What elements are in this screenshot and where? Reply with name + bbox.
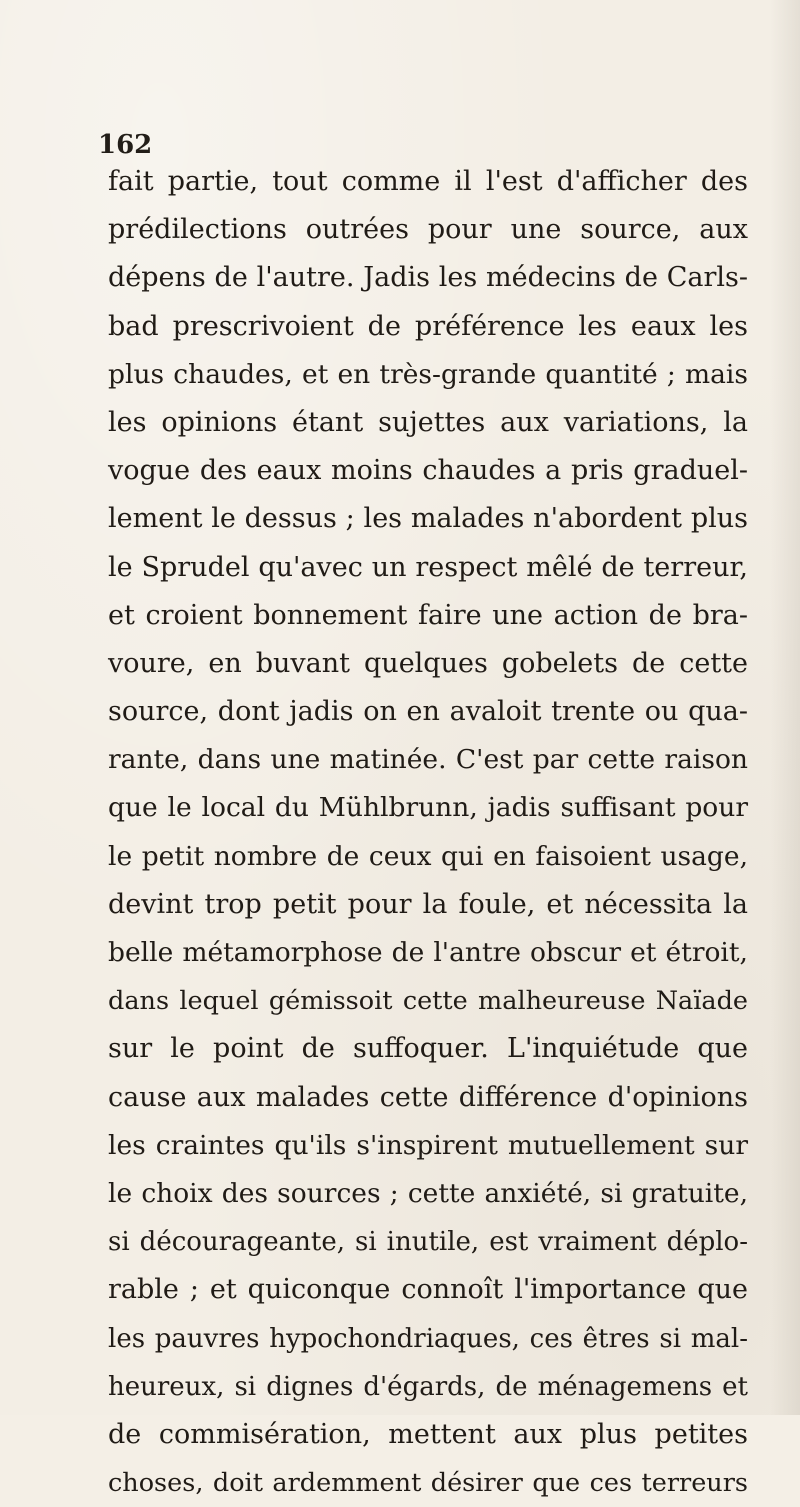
- text-line: source, dont jadis on en avaloit trente ou qua-: [108, 696, 748, 728]
- text-line: bad prescrivoient de préférence les eaux les: [108, 310, 748, 342]
- text-line: les opinions étant sujettes aux variations, la: [108, 406, 748, 438]
- text-line: vogue des eaux moins chaudes a pris graduel-: [108, 455, 748, 487]
- text-line: que le local du Mühlbrunn, jadis suffisant pour: [108, 792, 748, 824]
- text-line: prédilections outrées pour une source, aux: [108, 214, 748, 246]
- text-line: rable ; et quiconque connoît l'importance que: [108, 1274, 748, 1306]
- text-line: dépens de l'autre. Jadis les médecins de Carls-: [108, 262, 748, 294]
- text-line: les pauvres hypochondriaques, ces êtres si mal-: [108, 1323, 748, 1354]
- text-line: de commisération, mettent aux plus petites: [108, 1418, 748, 1450]
- text-line: sur le point de suffoquer. L'inquiétude que: [108, 1033, 748, 1065]
- body-text: [108, 158, 748, 1507]
- text-line: belle métamorphose de l'antre obscur et étroit,: [108, 937, 748, 968]
- text-line: heureux, si dignes d'égards, de ménagemens et: [108, 1371, 748, 1402]
- text-line: si décourageante, si inutile, est vraiment déplo-: [108, 1227, 748, 1258]
- page-edge-shadow: [770, 0, 800, 1415]
- text-line: les craintes qu'ils s'inspirent mutuellement sur: [108, 1129, 748, 1161]
- text-line: devint trop petit pour la foule, et nécessita la: [108, 888, 748, 920]
- text-line: le choix des sources ; cette anxiété, si gratuite,: [108, 1177, 748, 1209]
- text-line: fait partie, tout comme il l'est d'afficher des: [108, 166, 748, 197]
- text-line: rante, dans une matinée. C'est par cette raison: [108, 744, 748, 776]
- text-line: voure, en buvant quelques gobelets de cette: [108, 647, 748, 679]
- text-line: plus chaudes, et en très-grande quantité ; mais: [108, 358, 748, 390]
- text-line: le Sprudel qu'avec un respect mêlé de terreur,: [108, 551, 748, 583]
- text-line: dans lequel gémissoit cette malheureuse Naïade: [108, 986, 748, 1017]
- text-line: choses, doit ardemment désirer que ces terreurs: [108, 1468, 748, 1499]
- text-line: le petit nombre de ceux qui en faisoient usage,: [108, 840, 748, 872]
- page-number: 162: [98, 130, 153, 160]
- text-line: cause aux malades cette différence d'opinions: [108, 1081, 748, 1113]
- text-line: et croient bonnement faire une action de bra-: [108, 599, 748, 631]
- text-line: lement le dessus ; les malades n'abordent plus: [108, 503, 748, 535]
